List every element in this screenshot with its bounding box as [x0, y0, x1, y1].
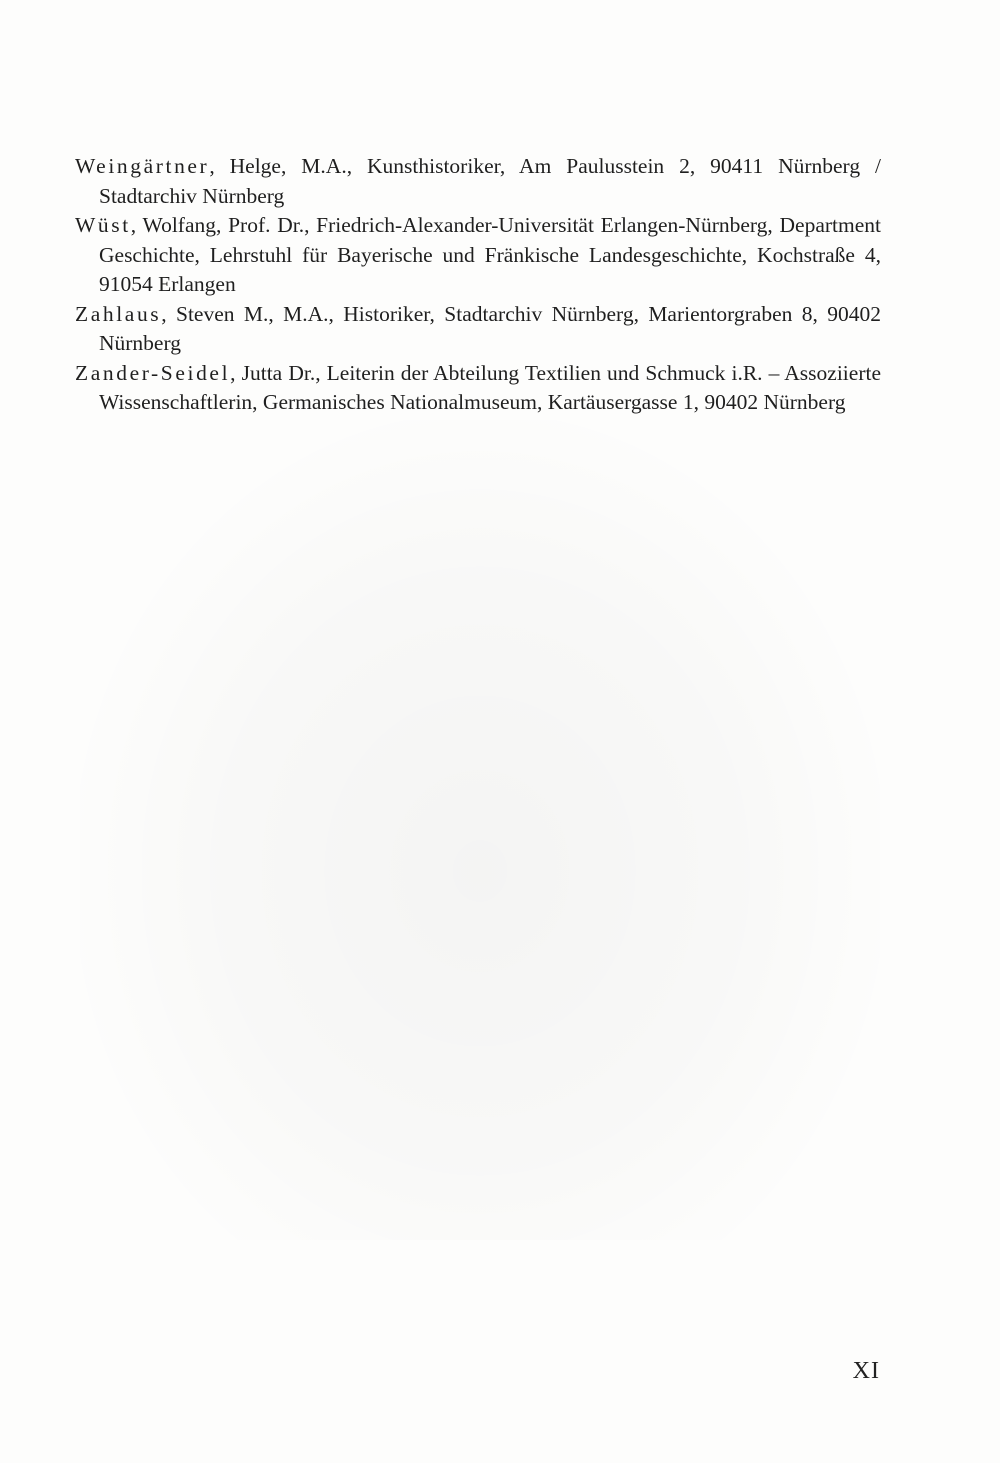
contributor-entry	[75, 300, 881, 359]
contributor-details: , Jutta Dr., Leiterin der Abteilung Textilien und Schmuck i.R. – Assoziierte Wissenschaftlerin, Germanisches Nationalmuseum, Kartäusergasse 1, 90402 Nürnberg	[99, 360, 881, 414]
show-through-shadow	[80, 420, 880, 1240]
contributor-entry	[75, 359, 881, 418]
contributor-details: , Steven M., M.A., Historiker, Stadtarchiv Nürnberg, Marientorgraben 8, 90402 Nürnberg	[99, 301, 881, 355]
contributor-entry	[75, 152, 881, 211]
contributor-name: Wüst	[75, 213, 131, 237]
contributor-name: Weingärtner	[75, 154, 210, 178]
contributor-name: Zander-Seidel	[75, 360, 231, 385]
contributor-details: , Helge, M.A., Kunsthistoriker, Am Paulusstein 2, 90411 Nürnberg / Stadtarchiv Nürnberg	[99, 154, 881, 208]
contributor-name: Zahlaus	[75, 301, 162, 326]
contributor-details: , Wolfang, Prof. Dr., Friedrich-Alexander-Universität Erlangen-Nürnberg, Department Geschichte, Lehrstuhl für Bayerische und Fränkische Landesgeschichte, Kochstraße 4, 91054 Erlangen	[99, 213, 881, 296]
page-number: XI	[852, 1358, 880, 1384]
contributor-list	[75, 152, 881, 418]
contributor-entry	[75, 211, 881, 300]
